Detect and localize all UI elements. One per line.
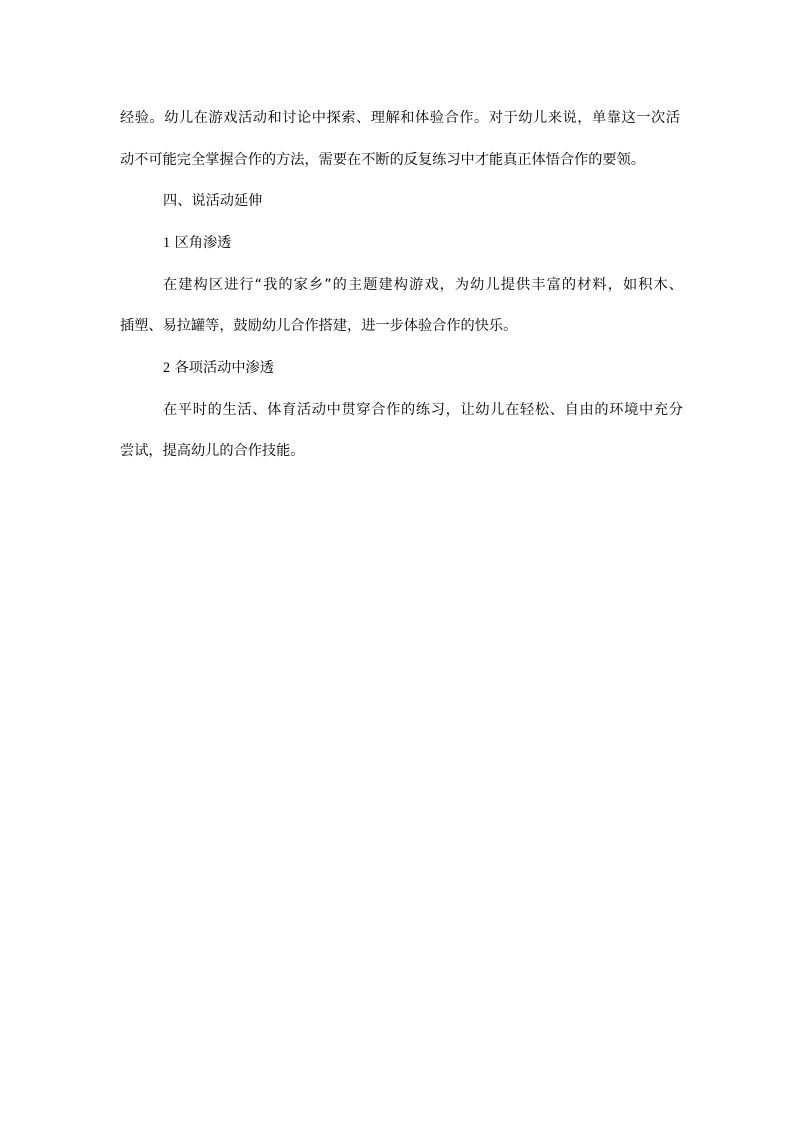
paragraph-line: 在建构区进行“我的家乡”的主题建构游戏，为幼儿提供丰富的材料，如积木、 <box>163 277 683 293</box>
paragraph-line: 经验。幼儿在游戏活动和讨论中探索、理解和体验合作。对于幼儿来说，单靠这一次活 <box>120 110 680 126</box>
subsection-title: 各项活动中渗透 <box>174 360 274 376</box>
paragraph-line: 在平时的生活、体育活动中贯穿合作的练习，让幼儿在轻松、自由的环境中充分 <box>163 402 683 418</box>
section-heading: 四、说活动延伸 <box>163 193 263 209</box>
paragraph-line: 动不可能完全掌握合作的方法，需要在不断的反复练习中才能真正体悟合作的要领。 <box>120 152 645 168</box>
subsection-title: 区角渗透 <box>174 235 232 251</box>
subsection-heading <box>163 231 683 255</box>
subsection-heading <box>163 356 683 380</box>
paragraph-line: 插塑、易拉罐等，鼓励幼儿合作搭建，进一步体验合作的快乐。 <box>120 318 518 334</box>
paragraph-line: 尝试，提高幼儿的合作技能。 <box>120 443 305 459</box>
item-number: 1 <box>163 235 171 251</box>
item-number: 2 <box>163 360 171 376</box>
